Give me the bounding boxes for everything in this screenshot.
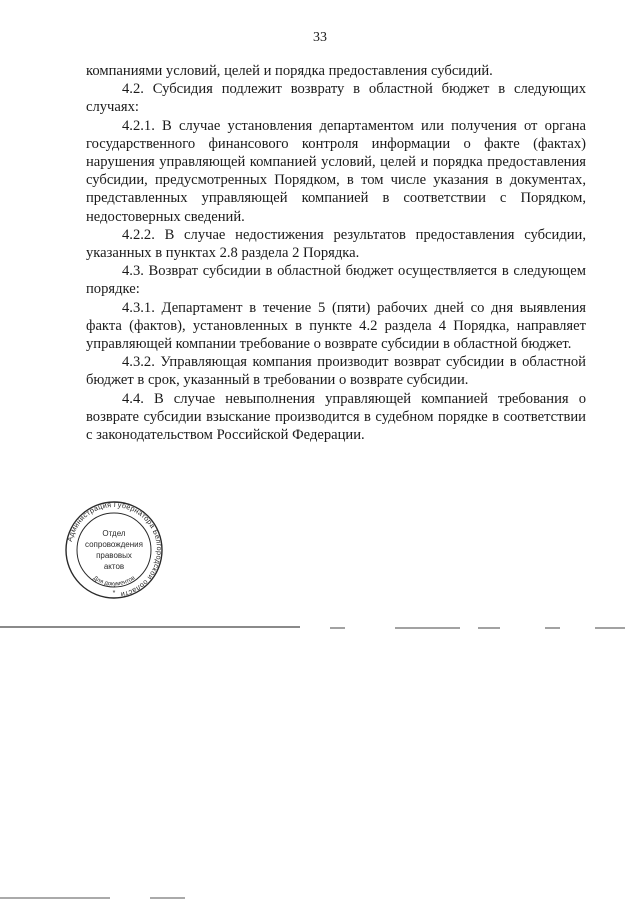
stamp-outer-path: Администрация Губернатора Белгородской области [64,500,164,600]
paragraph-continuation: компаниями условий, целей и порядка предоставления субсидий. [86,63,493,79]
stamp-bottom-text: Для документов [91,575,137,588]
scan-line-middle [0,625,640,631]
paragraph-4-3-2: 4.3.2. Управляющая компания производит возврат субсидии в областной бюджет в срок, указанный в требовании о возврате субсидии. [86,354,586,389]
stamp-inner-line-4: актов [103,562,125,571]
page-number: 33 [313,30,327,45]
scan-line-bottom [0,895,640,901]
paragraph-4-2-1: 4.2.1. В случае установления департаментом или получения от органа государственного финансового контроля информации о факте (фактах) нарушения управляющей компанией условий, целей и порядка предоставления субсидии, предусмотренных Порядком, в том числе указания в документах, представленных управляющей компанией в соответствии с Порядком, недостоверных сведений. [86,117,586,225]
stamp-inner-line-3: правовых [96,551,132,560]
stamp-inner-line-1: Отдел [102,529,126,538]
stamp-star-mark: * [112,590,116,597]
paragraph-4-3: 4.3. Возврат субсидии в областной бюджет осуществляется в следующем порядке: [86,263,586,298]
document-body [86,62,586,444]
official-seal-stamp [64,500,164,600]
paragraph-4-2: 4.2. Субсидия подлежит возврату в областной бюджет в следующих случаях: [86,81,586,116]
paragraph-4-4: 4.4. В случае невыполнения управляющей компанией требования о возврате субсидии взыскание производится в судебном порядке в соответствии с законодательством Российской Федерации. [86,390,586,444]
paragraph-4-3-1: 4.3.1. Департамент в течение 5 (пяти) рабочих дней со дня выявления факта (фактов), установленных в пункте 4.2 раздела 4 Порядка, направляет управляющей компании требование о возврате субсидии в областной бюджет. [86,299,586,353]
stamp-inner-line-2: сопровождения [85,540,143,549]
paragraph-4-2-2: 4.2.2. В случае недостижения результатов предоставления субсидии, указанных в пунктах 2.8 раздела 2 Порядка. [86,226,586,262]
